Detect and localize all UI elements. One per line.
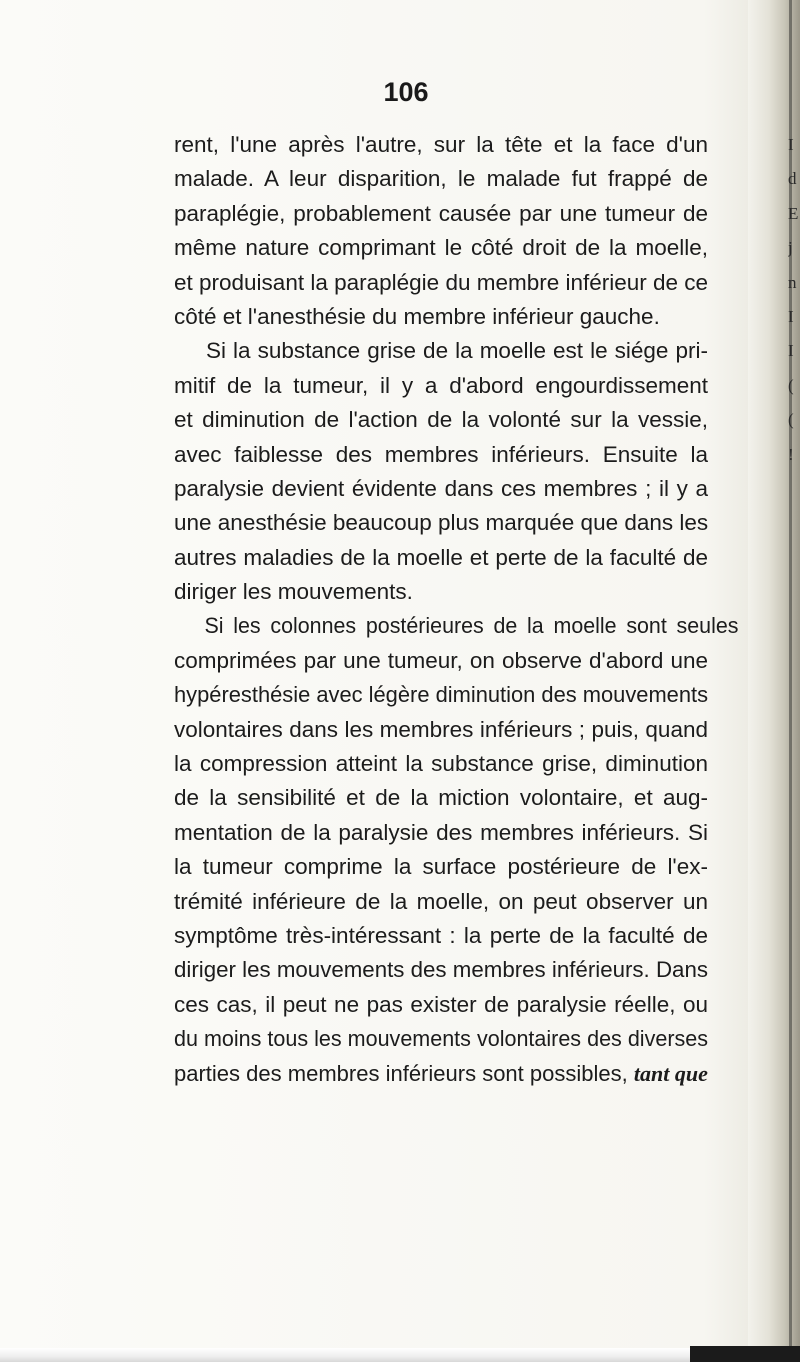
text-line-last-roman: parties des membres inférieurs sont possibles, (174, 1060, 628, 1086)
body-text (174, 128, 739, 1091)
facing-page-edge (748, 0, 800, 1362)
catchword: tant que (633, 1060, 708, 1086)
text-line: et produisant la paraplégie du membre inférieur de ce (174, 269, 709, 295)
page-bottom-edge (0, 1348, 800, 1362)
text-line: comprimées par une tumeur, on observe d'abord une (174, 647, 708, 673)
text-line: la tumeur comprime la surface postérieure de l'ex- (174, 854, 708, 880)
bleed-glyph: ( (788, 375, 794, 395)
bleed-glyph: n (788, 272, 797, 292)
bleed-glyph: I (788, 135, 794, 154)
text-line: diriger les mouvements. (174, 579, 413, 605)
bleed-glyph: d (788, 169, 797, 189)
bleed-glyph: E (788, 203, 799, 223)
scan-corner-shadow (690, 1346, 800, 1362)
bleed-glyph: ! (788, 444, 794, 464)
bleed-glyph: j (788, 238, 793, 258)
text-line: hypéresthésie avec légère diminution des mouvements (174, 682, 709, 708)
text-line: paraplégie, probablement causée par une tumeur de (174, 200, 708, 226)
text-line: ces cas, il peut ne pas exister de paralysie réelle, ou (174, 991, 708, 1017)
facing-page-glyphs (788, 128, 800, 472)
text-line: de la sensibilité et de la miction volontaire, et aug- (174, 785, 708, 811)
text-line: malade. A leur disparition, le malade fut frappé de (174, 166, 708, 192)
text-line: trémité inférieure de la moelle, on peut observer un (174, 888, 708, 914)
text-line: volontaires dans les membres inférieurs ; puis, quand (174, 716, 708, 742)
text-line: mentation de la paralysie des membres inférieurs. Si (174, 819, 708, 845)
text-line: symptôme très-intéressant : la perte de la faculté de (174, 922, 708, 948)
text-line: côté et l'anesthésie du membre inférieur gauche. (174, 303, 660, 329)
text-line: même nature comprimant le côté droit de la moelle, (174, 235, 708, 261)
bleed-glyph: I (788, 307, 794, 327)
page-number: 106 (383, 77, 429, 107)
bleed-glyph: ( (788, 410, 794, 430)
bleed-glyph: I (788, 341, 794, 361)
text-line: Si les colonnes postérieures de la moelle sont seules (204, 613, 739, 639)
text-line: mitif de la tumeur, il y a d'abord engourdissement (174, 372, 708, 398)
text-line: paralysie devient évidente dans ces membres ; il y a (174, 475, 708, 501)
text-line: la compression atteint la substance grise, diminution (174, 751, 708, 777)
text-line: une anesthésie beaucoup plus marquée que dans les (174, 510, 709, 536)
text-line: du moins tous les mouvements volontaires des diverses (174, 1026, 708, 1052)
text-line: Si la substance grise de la moelle est le siége pri- (206, 338, 708, 364)
text-line: avec faiblesse des membres inférieurs. Ensuite la (174, 441, 708, 467)
text-line: et diminution de l'action de la volonté sur la vessie, (174, 407, 708, 433)
text-line: rent, l'une après l'autre, sur la tête et la face d'un (174, 132, 708, 157)
text-line-last (174, 1057, 708, 1091)
text-line: diriger les mouvements des membres inférieurs. Dans (174, 957, 708, 983)
text-line: autres maladies de la moelle et perte de la faculté de (174, 544, 708, 570)
